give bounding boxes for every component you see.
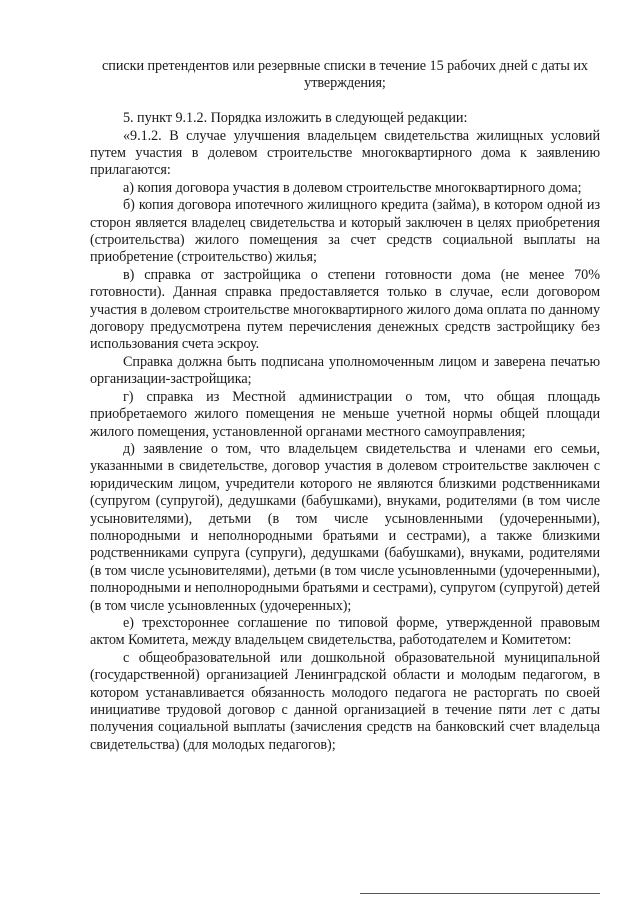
paragraph-gap	[90, 93, 600, 110]
document-paragraph: 5. пункт 9.1.2. Порядка изложить в следующей редакции:	[123, 110, 468, 127]
document-paragraph: а) копия договора участия в долевом строительстве многоквартирного дома;	[123, 179, 582, 196]
document-paragraph: е) трехстороннее соглашение по типовой форме, утвержденной правовым актом Комитета, между владельцем свидетельства, работодателем и Комитетом:	[90, 614, 600, 649]
document-paragraph: «9.1.2. В случае улучшения владельцем свидетельства жилищных условий путем участия в долевом строительстве многоквартирного дома к заявлению прилагаются:	[90, 127, 600, 179]
document-paragraph: г) справка из Местной администрации о том, что общая площадь приобретаемого жилого помещения не меньше учетной нормы общей площади жилого помещения, установленной органами местного самоуправления;	[90, 388, 600, 440]
document-paragraph: списки претендентов или резервные списки в течение 15 рабочих дней с даты их утверждения;	[102, 58, 588, 92]
document-page	[90, 58, 600, 754]
document-paragraph: б) копия договора ипотечного жилищного кредита (займа), в котором одной из сторон является владелец свидетельства и который заключен в целях приобретения (строительства) жилого помещения за счет средств социальной выплаты на приобретение (строительство) жилья;	[90, 197, 600, 266]
document-paragraph: Справка должна быть подписана уполномоченным лицом и заверена печатью организации-застройщика;	[90, 353, 600, 388]
document-paragraph: в) справка от застройщика о степени готовности дома (не менее 70% готовности). Данная справка предоставляется только в случае, если договором участия в долевом строительстве многоквартирного жилого дома оплата по данному договору предусмотрена путем перечисления денежных средств застройщику без использования счета эскроу.	[90, 266, 600, 353]
document-paragraph: с общеобразовательной или дошкольной образовательной муниципальной (государственной) организацией Ленинградской области и молодым педагогом, в котором устанавливается обязанность молодого педагога не расторгать по своей инициативе трудовой договор с данной организацией в течение пяти лет с даты получения социальной выплаты (зачисления средств на банковский счет владельца свидетельства) (для молодых педагогов);	[90, 649, 600, 753]
document-paragraph: д) заявление о том, что владельцем свидетельства и членами его семьи, указанными в свидетельстве, договор участия в долевом строительстве заключен с юридическим лицом, учредители которого не являются близкими родственниками (супругом (супругой), дедушками (бабушками), внуками, родителями (в том числе усыновителями), детьми (в том числе усыновленными (удочеренными), полнородными и неполнородными братьями и сестрами), а также близкими родственниками супруга (супруги), дедушками (бабушками), внуками, родителями (в том числе усыновителями), детьми (в том числе усыновленными (удочеренными), полнородными и неполнородными братьями и сестрами), супругом (супругой) детей (в том числе усыновленных (удочеренных);	[90, 440, 600, 614]
footer-rule	[360, 893, 600, 894]
